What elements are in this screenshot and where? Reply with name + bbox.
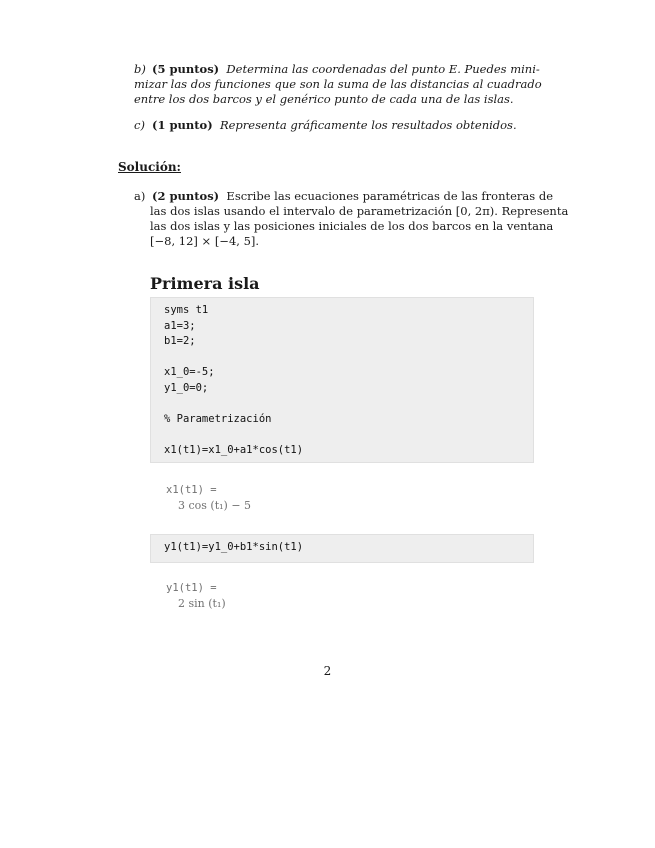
solution-a-line2: las dos islas usando el intervalo de parametrización [0, 2π). Representa xyxy=(150,204,569,218)
code-line xyxy=(164,350,520,366)
code-line: x1(t1)=x1_0+a1*cos(t1) xyxy=(164,443,304,456)
output-2-label: y1(t1) = xyxy=(166,582,217,594)
part-c-points: (1 punto) xyxy=(152,118,213,132)
code-line xyxy=(164,396,520,412)
code-line: b1=2; xyxy=(164,335,196,347)
output-2-expr: 2 sin (t₁) xyxy=(178,597,226,610)
solution-a-label: a) xyxy=(134,189,146,203)
solution-a-line1: Escribe las ecuaciones paramétricas de las fronteras de xyxy=(226,189,554,203)
code-line: x1_0=-5; xyxy=(164,366,215,378)
part-c-label: c) xyxy=(134,118,145,132)
section-title: Primera isla xyxy=(150,274,260,293)
output-2 xyxy=(166,580,226,612)
part-b-points: (5 puntos) xyxy=(152,62,220,76)
code-line: a1=3; xyxy=(164,319,196,332)
code-block-1 xyxy=(150,297,534,463)
solution-a-line3: las dos islas y las posiciones iniciales de los dos barcos en la ventana xyxy=(150,219,554,233)
solution-heading: Solución: xyxy=(118,160,181,174)
part-b-line3: entre los dos barcos y el genérico punto de cada una de las islas. xyxy=(134,92,514,106)
code-block-2 xyxy=(150,534,534,563)
solution-a-points: (2 puntos) xyxy=(152,189,220,203)
code-line: y1_0=0; xyxy=(164,381,209,394)
part-b-line2: mizar las dos funciones que son la suma de las distancias al cuadrado xyxy=(134,77,542,91)
code-line xyxy=(164,427,520,443)
part-b-label: b) xyxy=(134,62,146,76)
page-number: 2 xyxy=(323,664,332,678)
code-line: y1(t1)=y1_0+b1*sin(t1) xyxy=(164,541,304,553)
output-1-expr: 3 cos (t₁) − 5 xyxy=(178,499,252,512)
code-line: % Parametrización xyxy=(164,412,272,425)
code-line: syms t1 xyxy=(164,304,209,316)
part-c-text: Representa gráficamente los resultados obtenidos. xyxy=(219,118,517,132)
output-1-label: x1(t1) = xyxy=(166,484,217,496)
output-1 xyxy=(166,482,251,514)
part-b-line1: Determina las coordenadas del punto E. Puedes mini- xyxy=(226,62,540,76)
solution-a-line4: [−8, 12] × [−4, 5]. xyxy=(150,234,260,248)
